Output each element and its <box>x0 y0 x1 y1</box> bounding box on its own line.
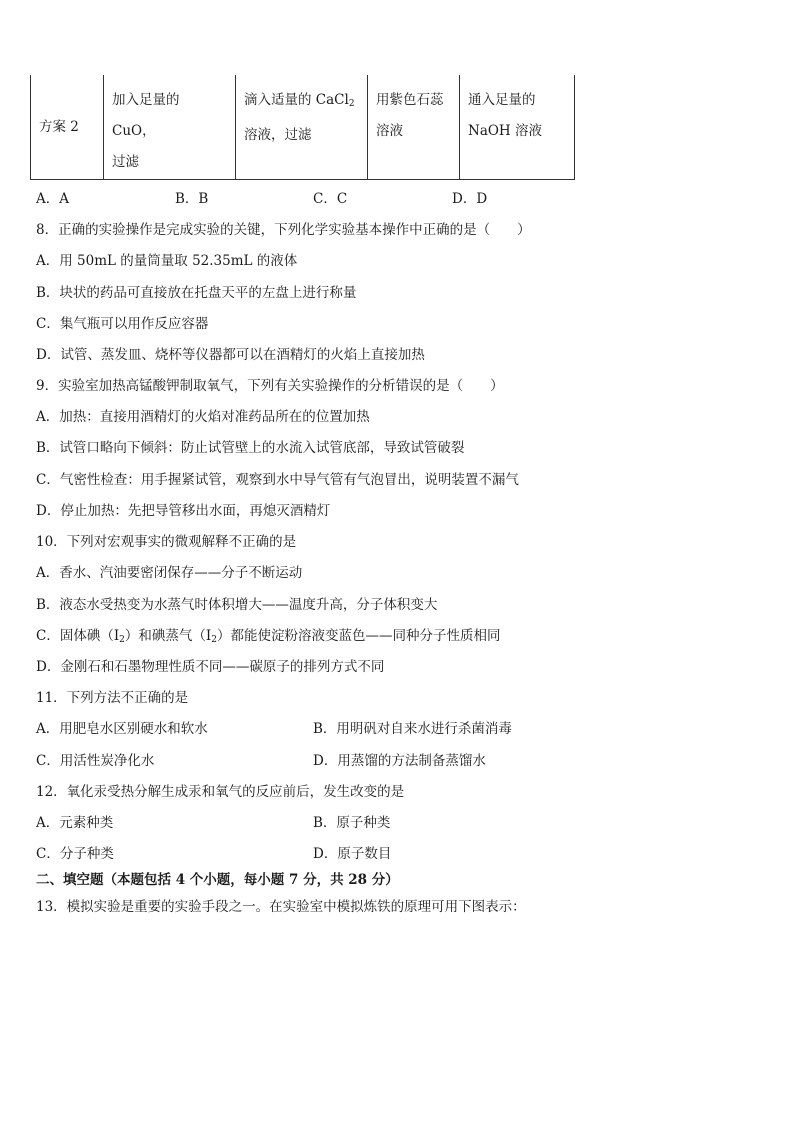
q11-option-a: A．用肥皂水区别硬水和软水 <box>36 721 208 737</box>
scheme-cell-1-line1: 加入足量的 CuO， <box>112 92 180 139</box>
scheme-label-cell <box>31 75 104 180</box>
q7-option-b: B．B <box>175 191 209 207</box>
scheme-cell-1-line2: 过滤 <box>112 154 139 170</box>
q8-option-c: C．集气瓶可以用作反应容器 <box>36 316 209 332</box>
q7-option-c: C．C <box>313 191 348 207</box>
scheme-table <box>30 75 575 180</box>
q7-option-d: D．D <box>452 191 488 207</box>
q11-option-b: B．用明矾对自来水进行杀菌消毒 <box>313 721 512 737</box>
q8-option-d: D．试管、蒸发皿、烧杯等仪器都可以在酒精灯的火焰上直接加热 <box>36 347 425 363</box>
q9-option-c: C．气密性检查：用手握紧试管，观察到水中导气管有气泡冒出，说明装置不漏气 <box>36 472 519 488</box>
q8-option-a: A．用 50mL 的量筒量取 52.35mL 的液体 <box>36 253 298 269</box>
q10-option-a: A．香水、汽油要密闭保存——分子不断运动 <box>36 565 303 581</box>
scheme-cell-1 <box>104 75 236 180</box>
section-title-fill-in: 二、填空题（本题包括 4 个小题，每小题 7 分，共 28 分） <box>36 872 399 888</box>
scheme-cell-4-line1: 通入足量的 <box>468 92 536 108</box>
scheme-cell-2-line2: 溶液，过滤 <box>244 127 312 143</box>
q10-option-d: D．金刚石和石墨物理性质不同——碳原子的排列方式不同 <box>36 659 385 675</box>
scheme-cell-4 <box>460 75 575 180</box>
q12-option-a: A．元素种类 <box>36 815 114 831</box>
q10-option-b: B．液态水受热变为水蒸气时体积增大——温度升高，分子体积变大 <box>36 597 438 613</box>
scheme-label: 方案 2 <box>39 118 79 135</box>
scheme-cell-2-line1: 滴入适量的 CaCl$_2$ <box>244 92 355 109</box>
scheme-cell-3-line1: 用紫色石蕊 <box>376 92 444 108</box>
q8-stem: 8．正确的实验操作是完成实验的关键，下列化学实验基本操作中正确的是（ ） <box>36 222 531 238</box>
q8-option-b: B．块状的药品可直接放在托盘天平的左盘上进行称量 <box>36 285 357 301</box>
q12-option-b: B．原子种类 <box>313 815 391 831</box>
q13-stem: 13．模拟实验是重要的实验手段之一。在实验室中模拟炼铁的原理可用下图表示： <box>36 899 526 915</box>
scheme-cell-3 <box>368 75 460 180</box>
q12-option-c: C．分子种类 <box>36 846 114 862</box>
q9-option-d: D．停止加热：先把导管移出水面，再熄灭酒精灯 <box>36 503 331 519</box>
q11-option-c: C．用活性炭净化水 <box>36 753 155 769</box>
scheme-cell-2 <box>236 75 368 180</box>
q9-option-a: A．加热：直接用酒精灯的火焰对准药品所在的位置加热 <box>36 409 370 425</box>
scheme-cell-4-line2: NaOH 溶液 <box>468 123 542 139</box>
q11-option-d: D．用蒸馏的方法制备蒸馏水 <box>313 753 486 769</box>
q12-stem: 12．氧化汞受热分解生成汞和氧气的反应前后，发生改变的是 <box>36 784 405 800</box>
scheme-cell-3-line2: 溶液 <box>376 123 403 139</box>
q11-stem: 11．下列方法不正确的是 <box>36 690 189 706</box>
q9-stem: 9．实验室加热高锰酸钾制取氧气，下列有关实验操作的分析错误的是（ ） <box>36 378 504 394</box>
q10-option-c: C．固体碘$(I_2)$和碘蒸气$(I_2)$都能使淀粉溶液变蓝色——同种分子性质相同 <box>36 628 501 645</box>
q10-stem: 10．下列对宏观事实的微观解释不正确的是 <box>36 534 297 550</box>
q9-option-b: B．试管口略向下倾斜：防止试管壁上的水流入试管底部，导致试管破裂 <box>36 440 465 456</box>
q12-option-d: D．原子数目 <box>313 846 392 862</box>
scheme-row-2 <box>31 75 575 180</box>
q7-option-a: A．A <box>36 191 69 207</box>
